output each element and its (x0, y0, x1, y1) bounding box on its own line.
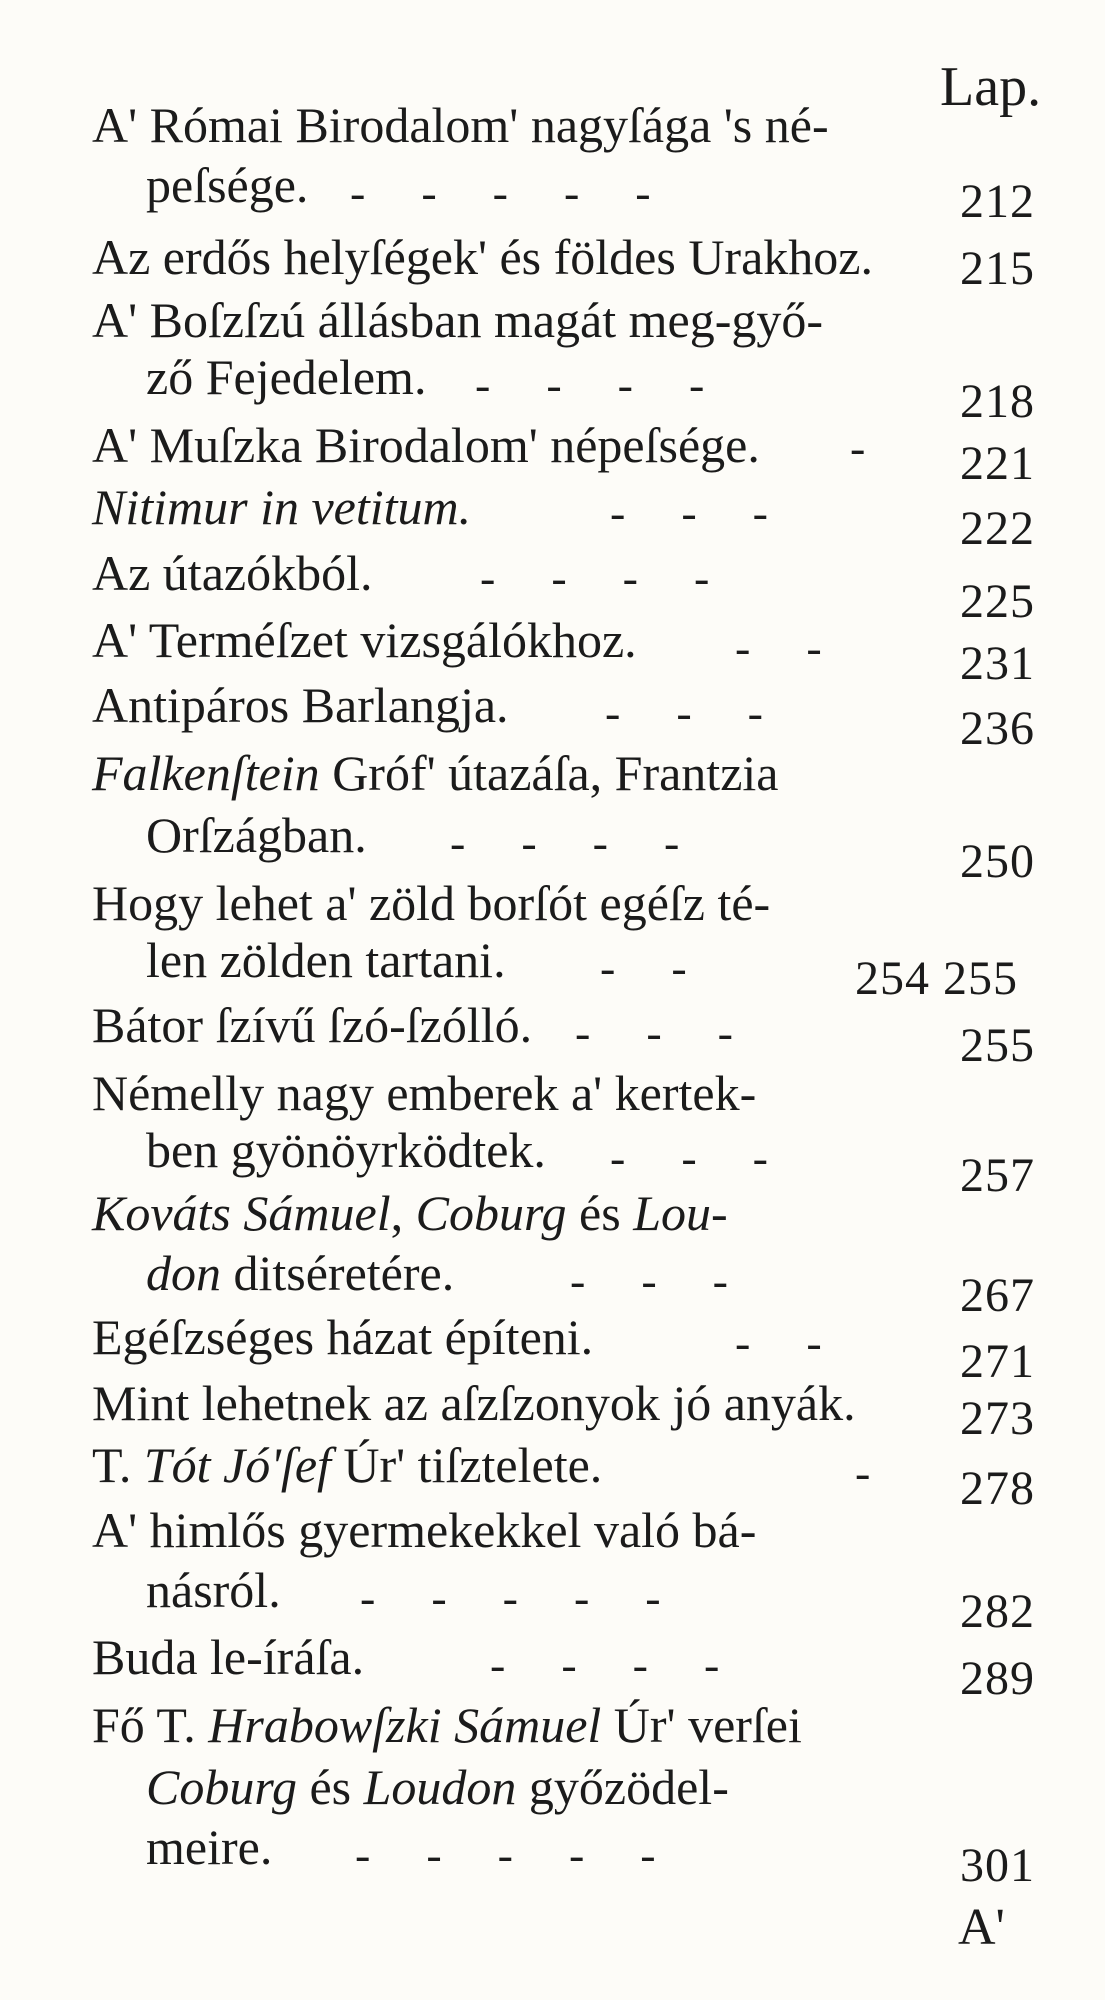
proper-name: Falkenſtein (92, 745, 320, 801)
leader-dashes: - - - (575, 1007, 735, 1058)
toc-page-number: 282 (960, 1585, 1035, 1638)
toc-entry-title-continued: násról. (146, 1562, 281, 1618)
toc-page-number: 267 (960, 1269, 1035, 1322)
toc-page-number: 271 (960, 1335, 1035, 1388)
leader-dashes: - - (735, 1317, 824, 1368)
leader-dashes: - - - - - (355, 1829, 658, 1880)
toc-entry-title: A' Muſzka Birodalom' népeſsége. (92, 417, 760, 473)
proper-name: Hrabowſzki Sámuel (208, 1697, 602, 1753)
toc-entry-title: A' himlős gyermekekkel való bá- (92, 1502, 757, 1558)
toc-entry-title: Bátor ſzívű ſzó-ſzólló. (92, 997, 533, 1053)
page-column-header: Lap. (940, 56, 1042, 118)
toc-entry-title-continued: Orſzágban. (146, 807, 367, 863)
toc-entry-title: Némelly nagy emberek a' kertek- (92, 1065, 757, 1121)
toc-page-number: 222 (960, 502, 1035, 555)
toc-entry-title-continued: don ditséretére. (146, 1245, 455, 1301)
leader-dashes: - - - (570, 1255, 730, 1306)
leader-dashes: - - - - - (360, 1572, 663, 1623)
leader-dashes: - (850, 422, 868, 473)
toc-page-number: 273 (960, 1392, 1035, 1445)
toc-entry-title: A' Boſzſzú állásban magát meg-győ- (92, 292, 824, 348)
toc-entry-title: Hogy lehet a' zöld borſót egéſz té- (92, 875, 771, 931)
toc-entry-title: Nitimur in vetitum. (92, 479, 472, 535)
toc-page-number: 218 (960, 375, 1035, 428)
toc-page-number: 221 (960, 437, 1035, 490)
leader-dashes: - (855, 1447, 873, 1498)
toc-page-number: 212 (960, 175, 1035, 228)
toc-entry-title-continued: Coburg és Loudon győzödel- (146, 1759, 729, 1815)
toc-entry-title: Az útazókból. (92, 545, 373, 601)
toc-page-number: 236 (960, 702, 1035, 755)
toc-entry-title: Fő T. Hrabowſzki Sámuel Úr' verſei (92, 1697, 802, 1753)
toc-page-number: 225 (960, 575, 1035, 628)
leader-dashes: - - - (610, 487, 770, 538)
leader-dashes: - - - - (475, 359, 707, 410)
toc-page-number: 254 255 (855, 952, 1018, 1005)
leader-dashes: - - - - (480, 552, 712, 603)
toc-page-number: 255 (960, 1019, 1035, 1072)
leader-dashes: - - - (610, 1132, 770, 1183)
toc-entry-title-continued: meire. (146, 1819, 273, 1875)
toc-entry-title: A' Terméſzet vizsgálókhoz. (92, 612, 637, 668)
toc-entry-title-continued: ző Fejedelem. (146, 349, 427, 405)
toc-entry-title: T. Tót Jó'ſef Úr' tiſztelete. (92, 1437, 603, 1493)
toc-entry-title: Egéſzséges házat építeni. (92, 1309, 594, 1365)
toc-entry-title-continued: ben gyönöyrködtek. (146, 1122, 546, 1178)
leader-dashes: - - - - (490, 1639, 722, 1690)
leader-dashes: - - (600, 942, 689, 993)
leader-dashes: - - - (605, 687, 765, 738)
toc-entry-title: A' Római Birodalom' nagyſága 's né- (92, 97, 829, 153)
leader-dashes: - - (735, 622, 824, 673)
toc-entry-title: Az erdős helyſégek' és földes Urakhoz. (92, 229, 873, 285)
toc-entry-title-continued: len zölden tartani. (146, 932, 506, 988)
toc-entry-title: Antipáros Barlangja. (92, 677, 509, 733)
toc-entry-title: Mint lehetnek az aſzſzonyok jó anyák. (92, 1375, 856, 1431)
toc-page-number: 278 (960, 1462, 1035, 1515)
toc-page-number: 215 (960, 242, 1035, 295)
proper-name: Tót Jó'ſef (143, 1437, 331, 1493)
toc-entry-title: Falkenſtein Gróf' útazáſa, Frantzia (92, 745, 779, 801)
toc-page-number: 301 (960, 1839, 1035, 1892)
toc-entry-title: Kováts Sámuel, Coburg és Lou- (92, 1185, 728, 1241)
toc-page-number: 289 (960, 1652, 1035, 1705)
toc-entry-title: Buda le-íráſa. (92, 1629, 365, 1685)
catchword: A' (958, 1899, 1005, 1956)
toc-entry-title-continued: peſsége. (146, 157, 309, 213)
toc-page-number: 231 (960, 637, 1035, 690)
toc-page-number: 257 (960, 1149, 1035, 1202)
toc-page-number: 250 (960, 835, 1035, 888)
leader-dashes: - - - - - (350, 167, 653, 218)
leader-dashes: - - - - (450, 817, 682, 868)
